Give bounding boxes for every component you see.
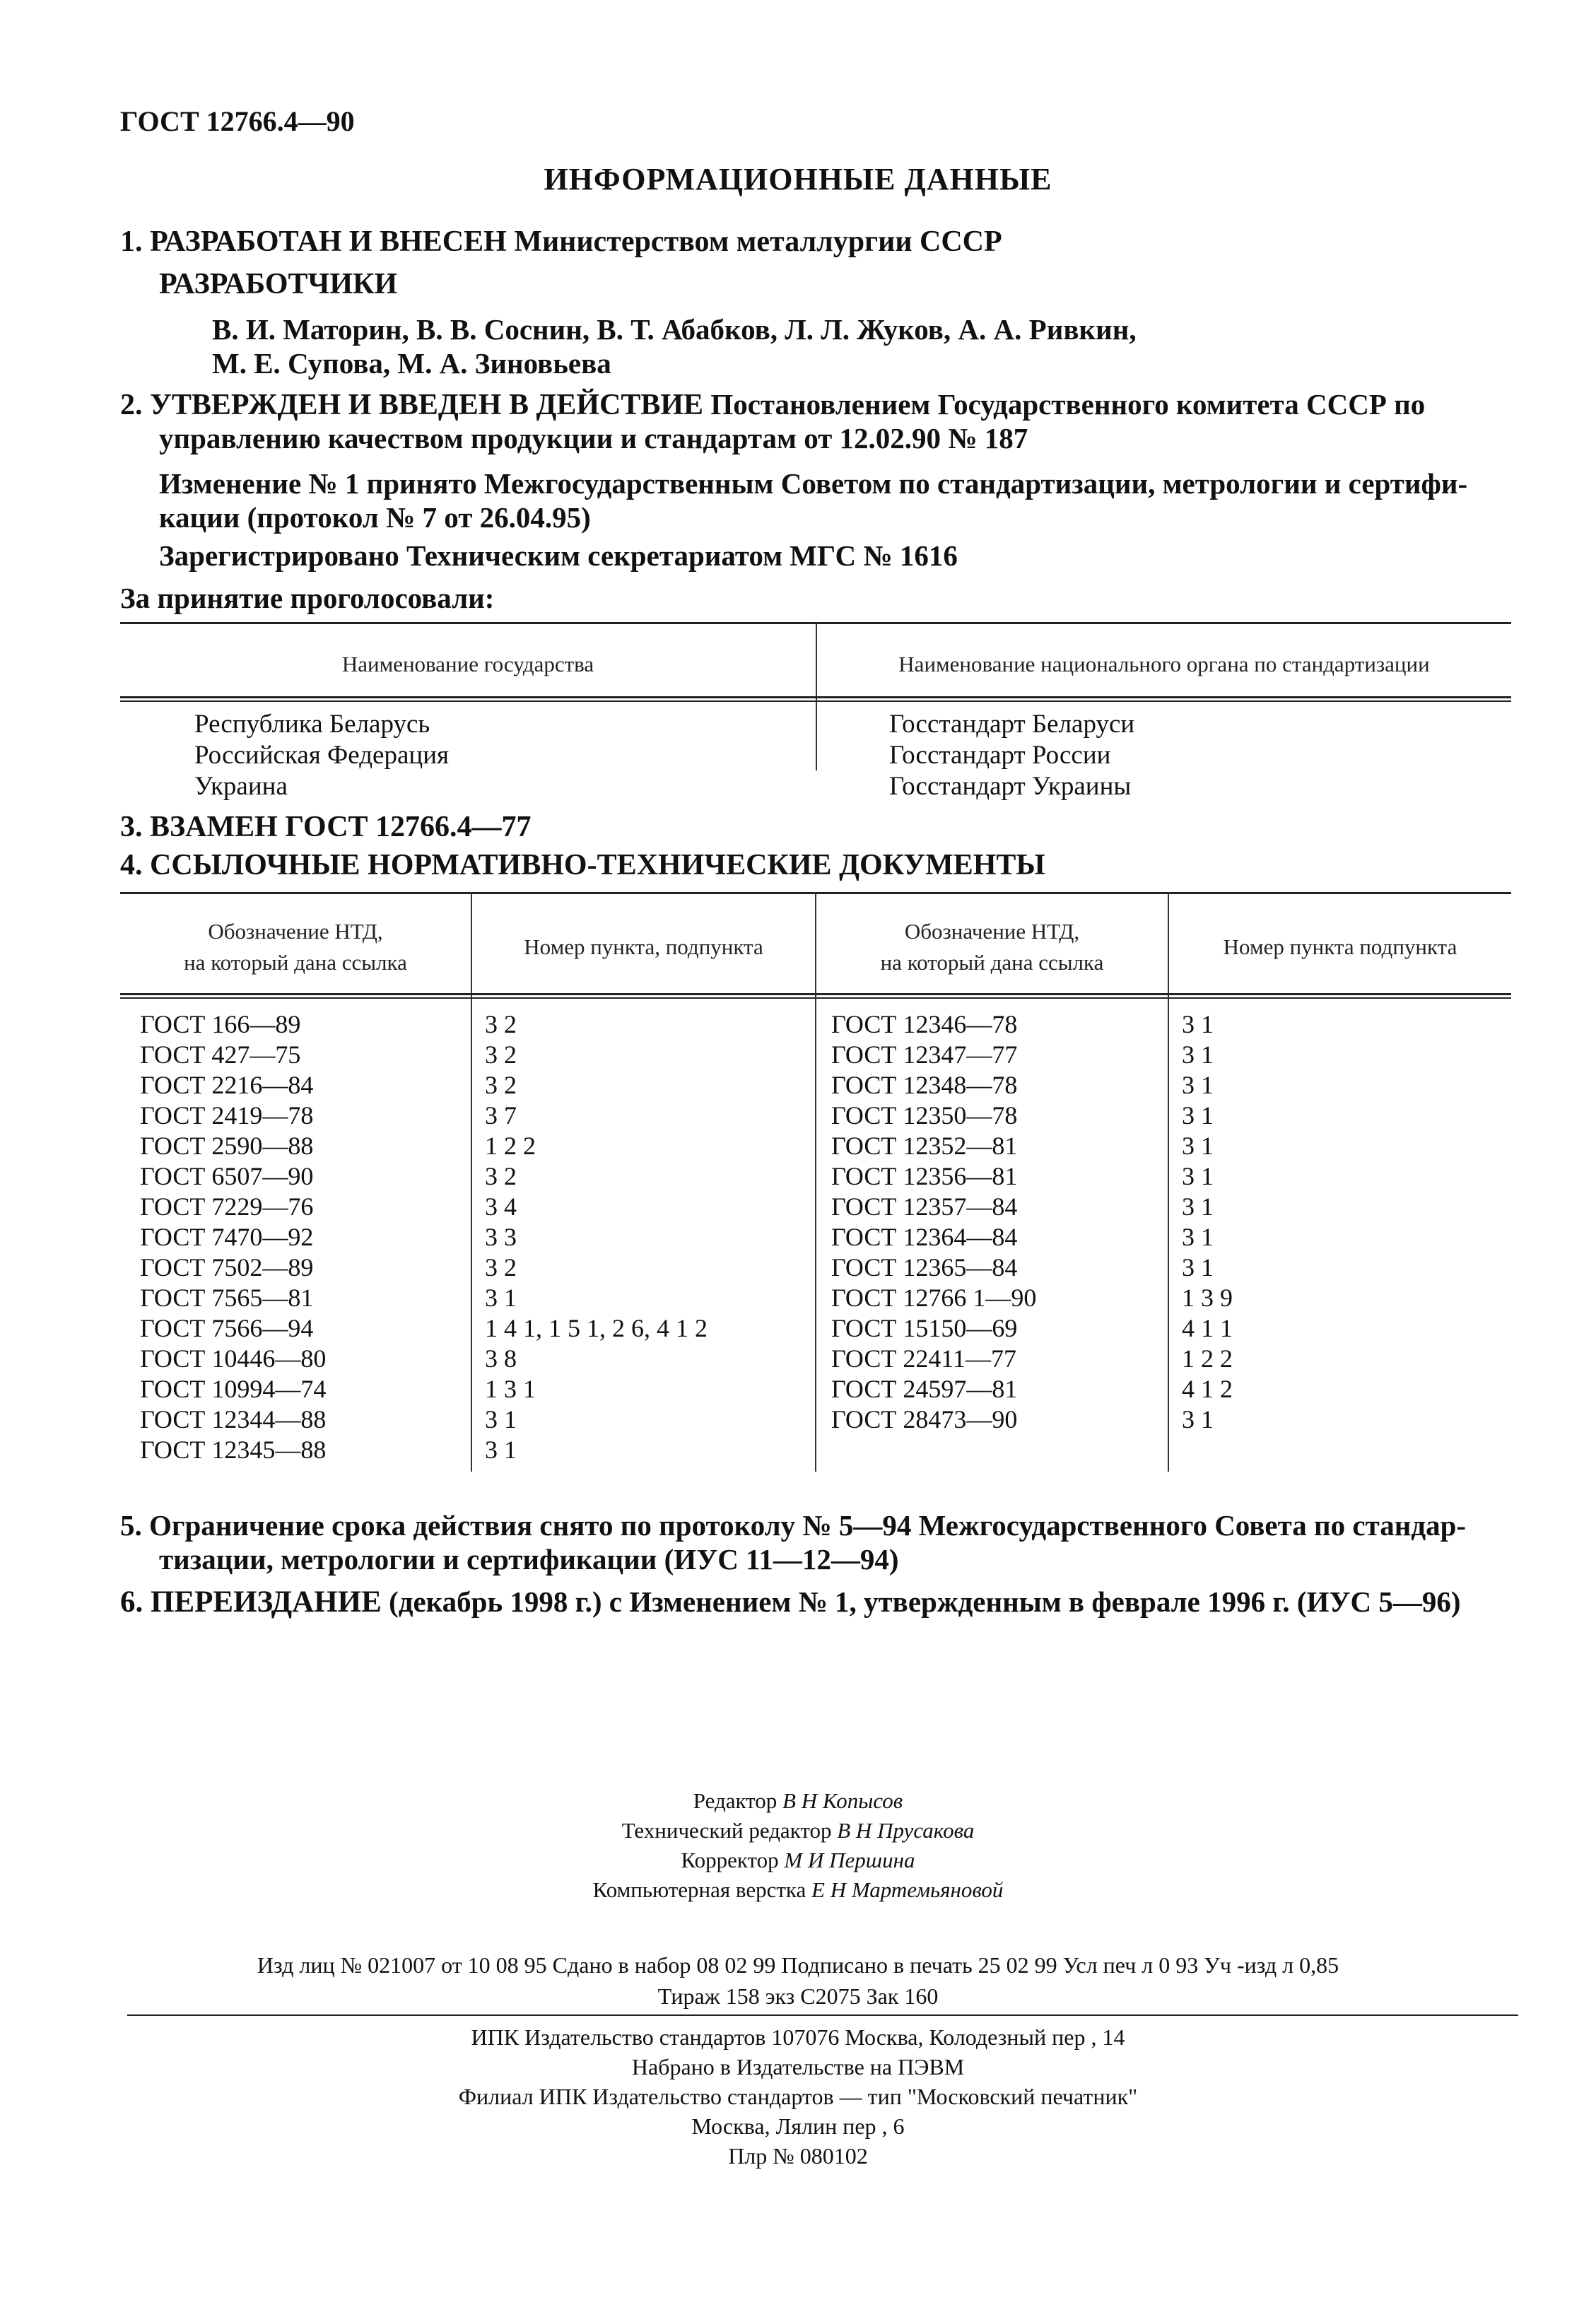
ref-clause-cell: 3 1	[485, 1436, 517, 1464]
ref-col-divider-3	[1168, 892, 1169, 1472]
ref-clause-cell: 1 2 2	[1182, 1344, 1233, 1373]
ref-header-doc-right	[816, 916, 1168, 978]
change-line-2: кации (протокол № 7 от 26.04.95)	[159, 501, 591, 534]
ref-doc-cell: ГОСТ 12348—78	[831, 1071, 1018, 1099]
publisher-line-3: Филиал ИПК Издательство стандартов — тип "Московский печатник"	[458, 2084, 1138, 2109]
imprint-line-2: Тираж 158 экз С2075 Зак 160	[657, 1983, 939, 2009]
ref-table-header-rule	[120, 993, 1511, 995]
change-line-1: Изменение № 1 принято Межгосударственным Советом по стандартизации, метрологии и сертифи-	[159, 467, 1468, 500]
ref-doc-cell: ГОСТ 12346—78	[831, 1010, 1018, 1038]
credit-layout	[0, 1877, 1596, 1903]
ref-doc-cell: ГОСТ 12344—88	[140, 1405, 327, 1433]
ref-header-clause-left: Номер пункта, подпункта	[524, 934, 763, 959]
ref-header-clause-right: Номер пункта подпункта	[1223, 934, 1457, 959]
ref-doc-cell: ГОСТ 6507—90	[140, 1162, 314, 1190]
ref-clause-cell: 3 3	[485, 1223, 517, 1251]
ref-doc-cell: ГОСТ 12364—84	[831, 1223, 1018, 1251]
vote-header-state: Наименование государства	[341, 652, 594, 676]
ref-clause-cell: 1 4 1, 1 5 1, 2 6, 4 1 2	[485, 1314, 708, 1342]
credit-layout-label: Компьютерная верстка	[592, 1877, 806, 1902]
ref-doc-cell: ГОСТ 12365—84	[831, 1253, 1018, 1281]
section-5-line-1: 5. Ограничение срока действия снято по протоколу № 5—94 Межгосударственного Совета по стандар-	[120, 1509, 1467, 1542]
ref-doc-cell: ГОСТ 7229—76	[140, 1192, 314, 1221]
ref-clause-cell: 3 1	[1182, 1253, 1214, 1281]
ref-doc-cell: ГОСТ 2590—88	[140, 1132, 314, 1160]
ref-doc-cell: ГОСТ 28473—90	[831, 1405, 1018, 1433]
ref-clause-cell: 4 1 1	[1182, 1314, 1233, 1342]
ref-header-doc-left	[120, 916, 471, 978]
ref-clause-cell: 3 1	[1182, 1132, 1214, 1160]
imprint-line-1: Изд лиц № 021007 от 10 08 95 Сдано в набор 08 02 99 Подписано в печать 25 02 99 Усл печ л 0 93 Уч -изд л 0,85	[257, 1952, 1339, 1978]
ref-clause-cell: 3 2	[485, 1253, 517, 1281]
section-4: 4. ССЫЛОЧНЫЕ НОРМАТИВНО-ТЕХНИЧЕСКИЕ ДОКУМЕНТЫ	[120, 849, 1045, 881]
credit-layout-name: Е Н Мартемьяновой	[811, 1877, 1004, 1902]
ref-doc-cell: ГОСТ 12350—78	[831, 1101, 1018, 1130]
ref-doc-cell: ГОСТ 10994—74	[140, 1375, 327, 1403]
ref-clause-cell: 1 3 9	[1182, 1284, 1233, 1312]
credit-corrector-label: Корректор	[681, 1848, 779, 1872]
ref-clause-cell: 3 1	[1182, 1162, 1214, 1190]
ref-header-doc-left-line1: Обозначение НТД,	[208, 919, 383, 944]
credit-tech-editor	[0, 1818, 1596, 1843]
vote-header-body: Наименование национального органа по стандартизации	[898, 652, 1430, 676]
ref-clause-cell: 3 1	[485, 1284, 517, 1312]
vote-body-3: Госстандарт Украины	[889, 772, 1132, 801]
ref-doc-cell: ГОСТ 24597—81	[831, 1375, 1018, 1403]
section-2-lead: 2. УТВЕРЖДЕН И ВВЕДЕН В ДЕЙСТВИЕ	[120, 389, 704, 421]
ref-header-doc-right-line2: на который дана ссылка	[880, 950, 1104, 975]
ref-clause-cell: 3 1	[485, 1405, 517, 1433]
ref-clause-cell: 3 1	[1182, 1010, 1214, 1038]
ref-clause-cell: 4 1 2	[1182, 1375, 1233, 1403]
section-5-line-2: тизации, метрологии и сертификации (ИУС 11—12—94)	[159, 1543, 899, 1576]
ref-doc-cell: ГОСТ 7565—81	[140, 1284, 314, 1312]
ref-doc-cell: ГОСТ 22411—77	[831, 1344, 1017, 1373]
ref-doc-cell: ГОСТ 12356—81	[831, 1162, 1018, 1190]
ref-header-doc-left-line2: на который дана ссылка	[184, 950, 407, 975]
credit-corrector-name: М И Першина	[784, 1848, 915, 1872]
vote-table-header-rule	[120, 696, 1511, 698]
ref-col-divider-1	[471, 892, 472, 1472]
publisher-line-1: ИПК Издательство стандартов 107076 Москва, Колодезный пер , 14	[471, 2024, 1125, 2050]
vote-state-1: Республика Беларусь	[194, 710, 430, 739]
section-6-lead: 6. ПЕРЕИЗДАНИЕ	[120, 1585, 382, 1619]
ref-clause-cell: 3 4	[485, 1192, 517, 1221]
ref-col-divider-2	[815, 892, 816, 1472]
ref-doc-cell: ГОСТ 2216—84	[140, 1071, 314, 1099]
vote-table-header-rule-2	[120, 700, 1511, 702]
section-2-line-2: управлению качеством продукции и стандартам от 12.02.90 № 187	[159, 422, 1028, 454]
imprint-rule	[127, 2014, 1518, 2016]
section-1-lead: 1. РАЗРАБОТАН И ВНЕСЕН	[120, 225, 507, 258]
vote-state-3: Украина	[194, 772, 288, 801]
publisher-line-2: Набрано в Издательстве на ПЭВМ	[631, 2054, 965, 2080]
ref-doc-cell: ГОСТ 12352—81	[831, 1132, 1018, 1160]
ref-doc-cell: ГОСТ 10446—80	[140, 1344, 327, 1373]
developers-label: РАЗРАБОТЧИКИ	[159, 268, 398, 300]
credit-corrector	[0, 1848, 1596, 1873]
developers-line-1: В. И. Маторин, В. В. Соснин, В. Т. Абабков, Л. Л. Жуков, А. А. Ривкин,	[212, 313, 1137, 346]
ref-clause-cell: 3 8	[485, 1344, 517, 1373]
vote-body-2: Госстандарт России	[889, 741, 1111, 770]
ref-clause-cell: 3 2	[485, 1071, 517, 1099]
ref-clause-cell: 1 2 2	[485, 1132, 536, 1160]
ref-doc-cell: ГОСТ 7566—94	[140, 1314, 314, 1342]
publisher-line-5: Плр № 080102	[728, 2143, 868, 2169]
ref-doc-cell: ГОСТ 12766 1—90	[831, 1284, 1037, 1312]
ref-clause-cell: 3 1	[1182, 1405, 1214, 1433]
credit-tech-name: В Н Прусакова	[837, 1818, 975, 1843]
ref-doc-cell: ГОСТ 7502—89	[140, 1253, 314, 1281]
ref-clause-cell: 3 7	[485, 1101, 517, 1130]
credit-tech-label: Технический редактор	[621, 1818, 832, 1843]
ref-clause-cell: 3 1	[1182, 1101, 1214, 1130]
ref-clause-cell: 1 3 1	[485, 1375, 536, 1403]
ref-clause-cell: 3 1	[1182, 1040, 1214, 1069]
credit-editor	[0, 1788, 1596, 1814]
vote-body-1: Госстандарт Беларуси	[889, 710, 1135, 739]
registered-line: Зарегистрировано Техническим секретариатом МГС № 1616	[159, 539, 958, 572]
section-1-line	[120, 225, 1002, 259]
section-6-line	[120, 1585, 1461, 1619]
ref-clause-cell: 3 1	[1182, 1071, 1214, 1099]
publisher-line-4: Москва, Лялин пер , 6	[691, 2113, 905, 2139]
credit-editor-label: Редактор	[693, 1788, 778, 1813]
credit-editor-name: В Н Копысов	[782, 1788, 903, 1813]
ref-clause-cell: 3 2	[485, 1040, 517, 1069]
ref-clause-cell: 3 1	[1182, 1223, 1214, 1251]
ref-doc-cell: ГОСТ 12347—77	[831, 1040, 1018, 1069]
ref-header-doc-right-line1: Обозначение НТД,	[904, 919, 1080, 944]
ref-clause-cell: 3 2	[485, 1162, 517, 1190]
voted-label: За принятие проголосовали:	[120, 582, 495, 614]
section-3: 3. ВЗАМЕН ГОСТ 12766.4—77	[120, 811, 532, 843]
ref-table-header-rule-2	[120, 997, 1511, 999]
ref-doc-cell: ГОСТ 166—89	[140, 1010, 301, 1038]
page-title: ИНФОРМАЦИОННЫЕ ДАННЫЕ	[544, 162, 1052, 196]
ref-doc-cell: ГОСТ 2419—78	[140, 1101, 314, 1130]
ref-clause-cell: 3 2	[485, 1010, 517, 1038]
section-2-text: Постановлением Государственного комитета СССР по	[710, 388, 1426, 421]
developers-line-2: М. Е. Супова, М. А. Зиновьева	[212, 347, 611, 380]
vote-state-2: Российская Федерация	[194, 741, 450, 770]
section-6-text: (декабрь 1998 г.) с Изменением № 1, утвержденным в феврале 1996 г. (ИУС 5—96)	[389, 1585, 1461, 1618]
ref-doc-cell: ГОСТ 12357—84	[831, 1192, 1018, 1221]
section-2-line-1	[120, 387, 1425, 422]
ref-doc-cell: ГОСТ 427—75	[140, 1040, 301, 1069]
document-code-header: ГОСТ 12766.4—90	[120, 105, 355, 137]
ref-doc-cell: ГОСТ 15150—69	[831, 1314, 1018, 1342]
section-1-text: Министерством металлургии СССР	[514, 225, 1002, 258]
ref-doc-cell: ГОСТ 7470—92	[140, 1223, 314, 1251]
ref-doc-cell: ГОСТ 12345—88	[140, 1436, 327, 1464]
ref-clause-cell: 3 1	[1182, 1192, 1214, 1221]
